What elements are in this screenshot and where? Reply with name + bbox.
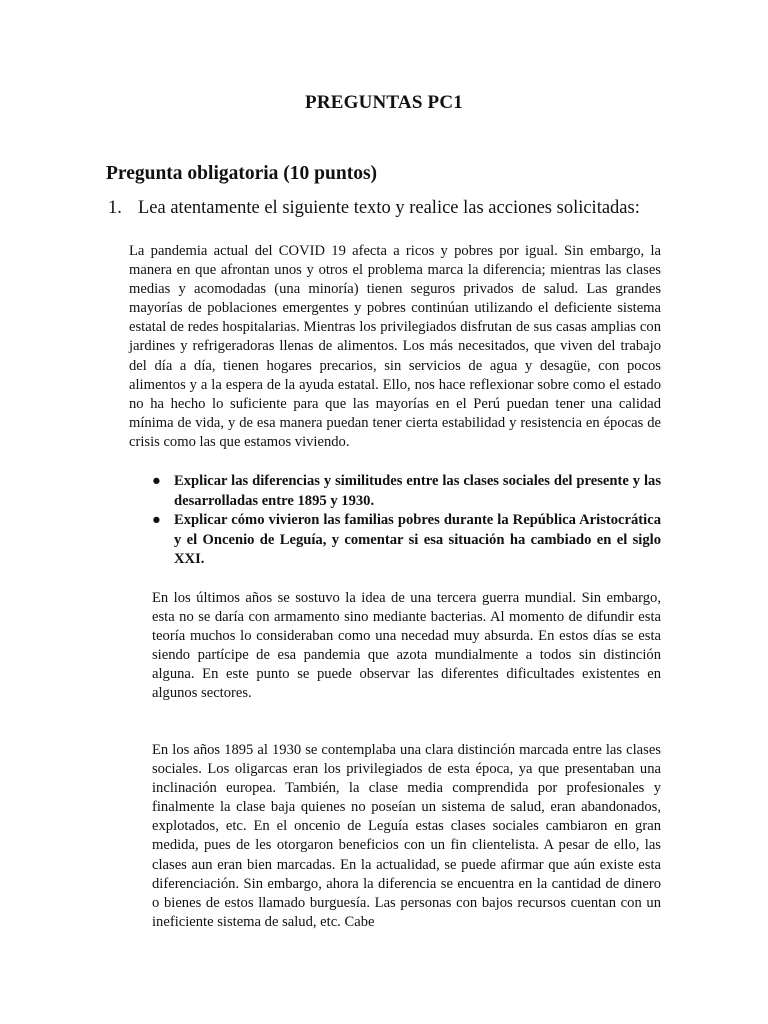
- page-title: PREGUNTAS PC1: [305, 92, 463, 113]
- bullet-icon: ●: [152, 473, 161, 489]
- reading-paragraph: La pandemia actual del COVID 19 afecta a ricos y pobres por igual. Sin embargo, la manera en que afrontan unos y otros el problema marca la diferencia; mientras las clases medias y acomodadas (una minoría) tienen seguros privados de salud. Las grandes mayorías de poblaciones emergentes y pobres continúan utilizando el deficiente sistema estatal de redes hospitalarias. Mientras los privilegiados disfrutan de sus casas amplias con jardines y refrigeradoras llenas de alimentos. Los más necesitados, que viven del trabajo del día a día, tienen hogares precarios, sin servicios de agua y desagüe, con pocos alimentos y a la espera de la ayuda estatal. Ello, nos hace reflexionar sobre como el estado no ha hecho lo suficiente para que las mayorías en el Perú puedan tener una calidad mínima de vida, y de esa manera puedan tener cierta estabilidad y resistencia en épocas de crisis como las que estamos viviendo.: [129, 243, 661, 450]
- question-1: [108, 198, 668, 219]
- answer-paragraph-1: En los últimos años se sostuvo la idea de una tercera guerra mundial. Sin embargo, esta no se daría con armamento sino mediante bacterias. Al momento de difundir esta teoría muchos lo consideraban como una necedad muy absurda. En estos días se esta siendo partícipe de esa pandemia que azota mundialmente a todos sin distinción alguna. En este punto se puede observar las diferentes dificultades existentes en algunos sectores.: [152, 590, 661, 702]
- section-heading: Pregunta obligatoria (10 puntos): [106, 163, 378, 184]
- task-list: [150, 472, 661, 570]
- answer-paragraph-2: En los años 1895 al 1930 se contemplaba una clara distinción marcada entre las clases sociales. Los oligarcas eran los privilegiados de esta época, ya que presentaban una inclinación europea. También, la clase media comprendida por profesionales y finalmente la clase baja quienes no poseían un sistema de salud, eran abandonados, explotados, etc. En el oncenio de Leguía estas clases sociales cambiaron en gran medida, pues de les otorgaron beneficios con un fin clientelista. A pesar de ello, las clases aun eran bien marcadas. En la actualidad, se puede afirmar que aún existe esta diferenciación. Sin embargo, ahora la diferencia se encuentra en la cantidad de dinero o bienes de estos llamado burguesía. Las personas con bajos recursos cuentan con un ineficiente sistema de salud, etc. Cabe: [152, 742, 661, 930]
- task-text: Explicar las diferencias y similitudes entre las clases sociales del presente y las desarrolladas entre 1895 y 1930.: [174, 473, 661, 509]
- task-item: [150, 472, 661, 511]
- question-number: 1.: [108, 198, 122, 218]
- task-text: Explicar cómo vivieron las familias pobres durante la República Aristocrática y el Oncenio de Leguía, y comentar si esa situación ha cambiado en el siglo XXI.: [174, 512, 661, 567]
- task-item: [150, 511, 661, 570]
- question-text: Lea atentamente el siguiente texto y realice las acciones solicitadas:: [138, 198, 640, 218]
- bullet-icon: ●: [152, 512, 161, 528]
